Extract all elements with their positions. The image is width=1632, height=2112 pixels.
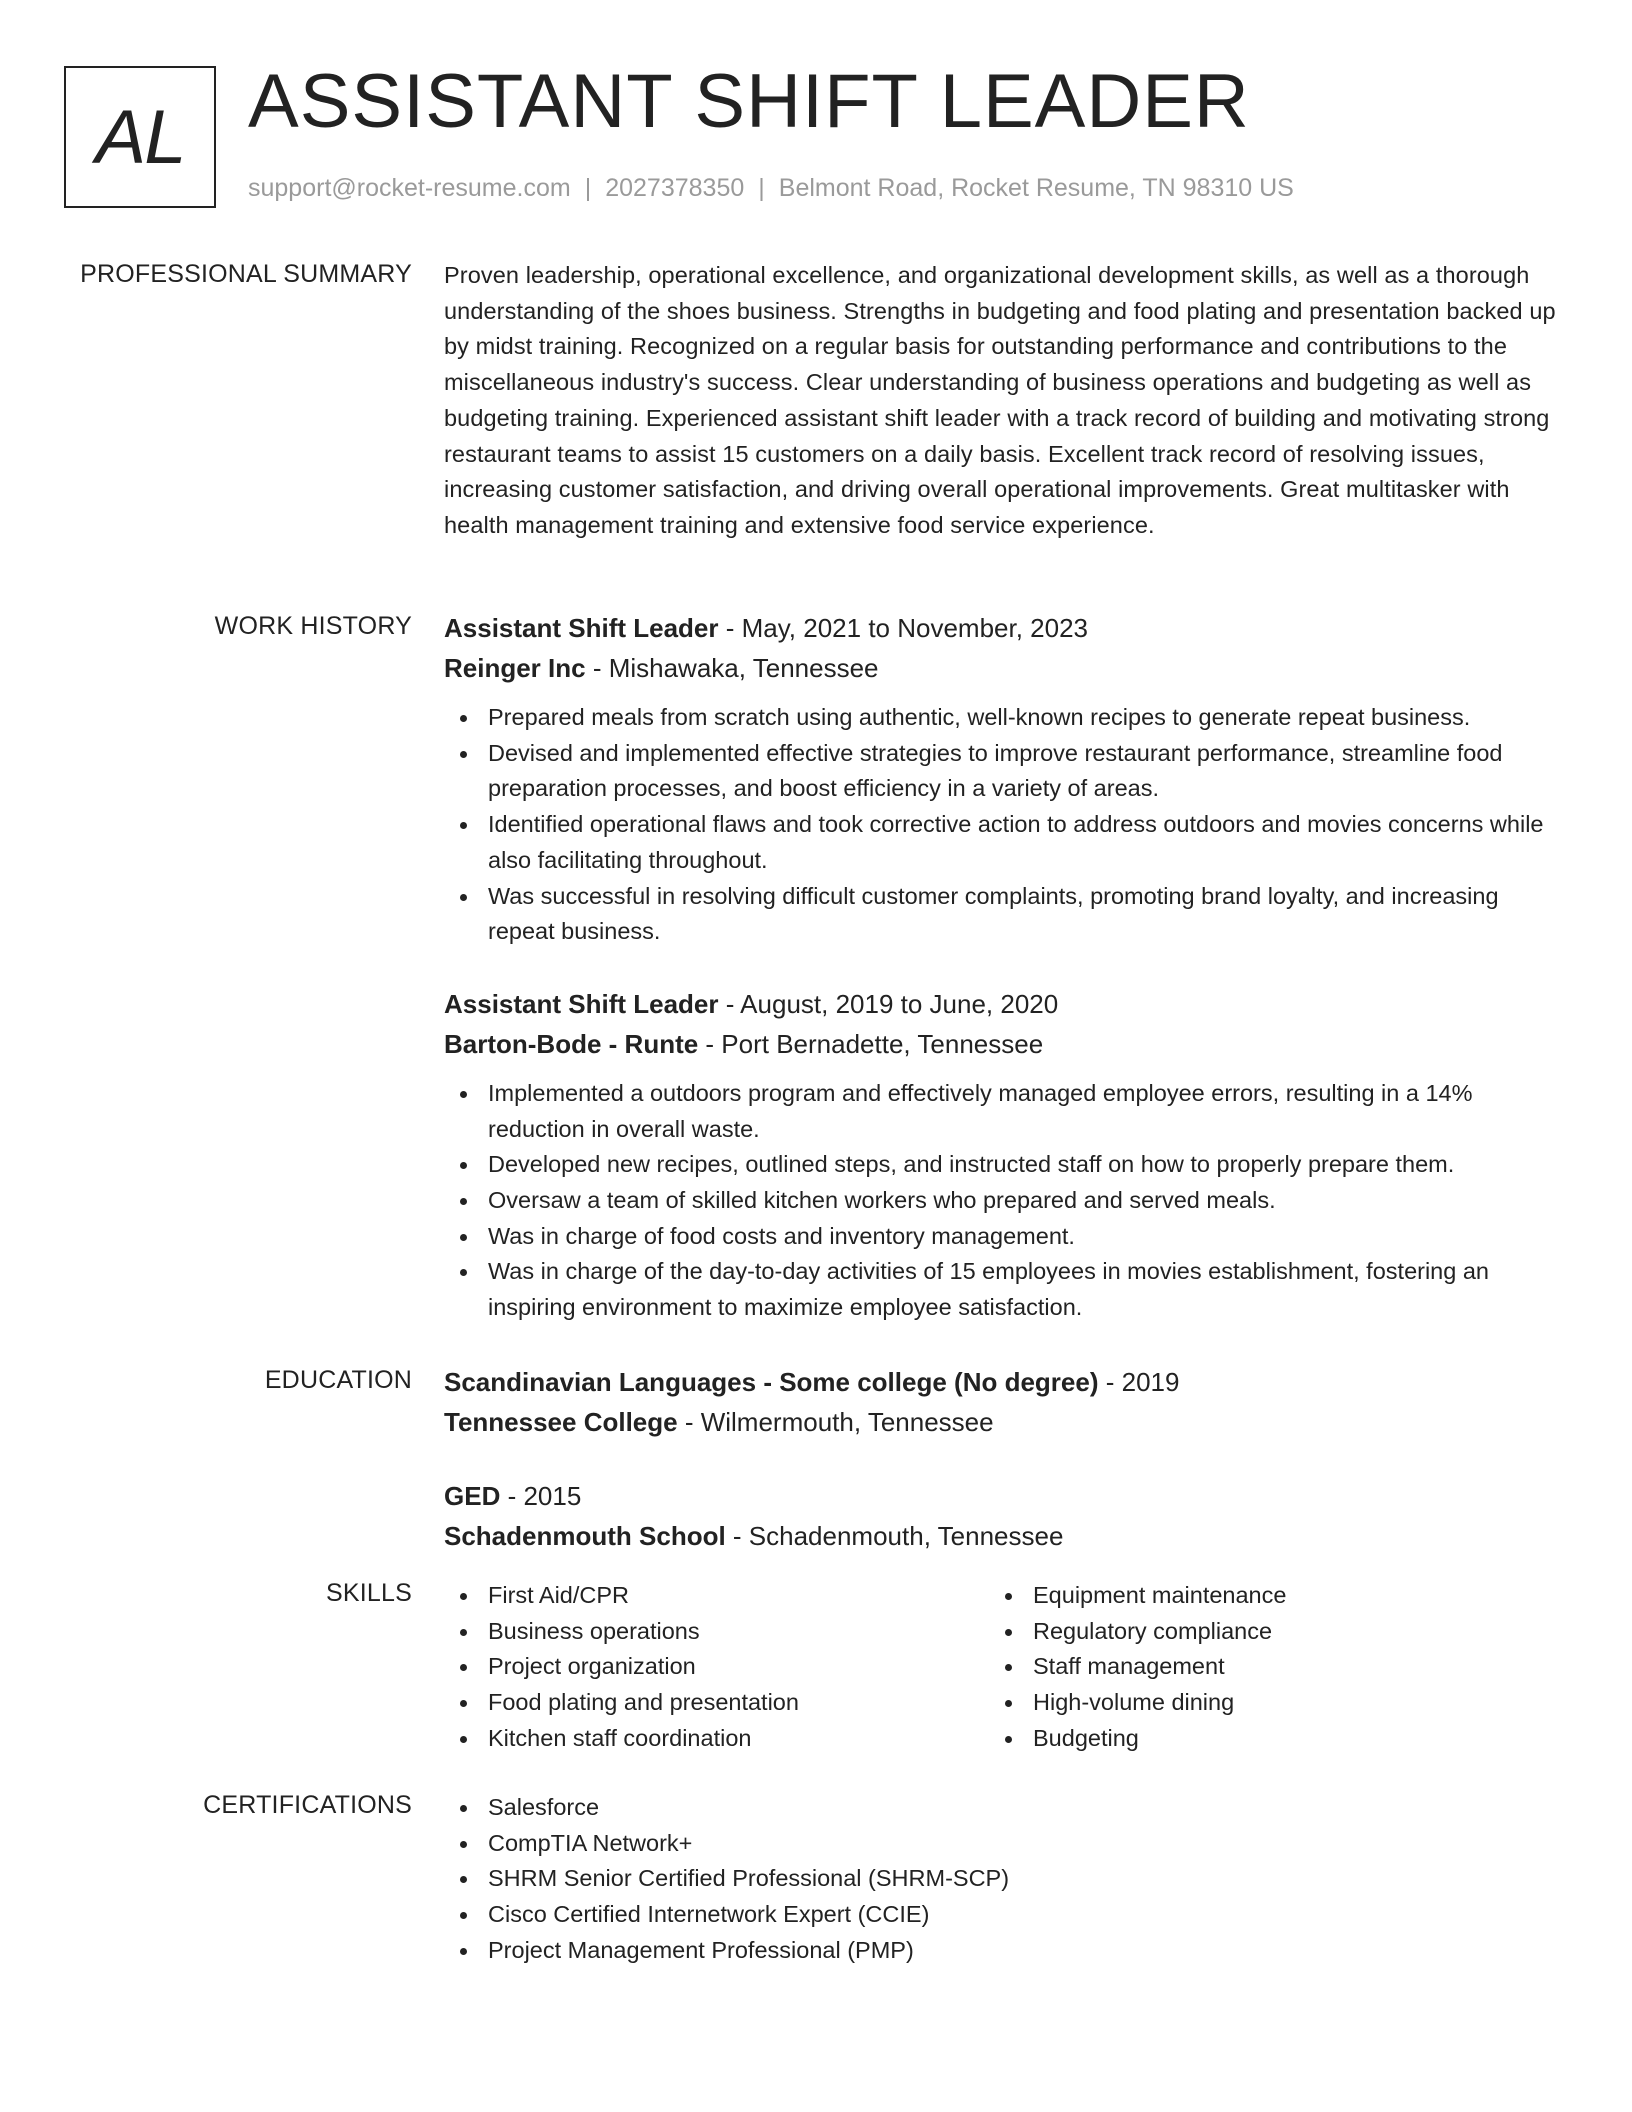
- certifications-list: [444, 1790, 1556, 1969]
- job-bullet: Identified operational flaws and took corrective action to address outdoors and movies concerns while also facilitating throughout.: [444, 807, 1556, 878]
- skills-column: [989, 1578, 1534, 1757]
- education-location: - Wilmermouth, Tennessee: [677, 1407, 994, 1437]
- contact-separator: |: [758, 174, 765, 202]
- education-year: - 2015: [500, 1481, 582, 1511]
- skills-column: [444, 1578, 989, 1757]
- job-title-line: [444, 608, 1556, 648]
- job-entry: [444, 608, 1556, 950]
- certification-item: Salesforce: [444, 1790, 1556, 1826]
- skill-item: Business operations: [444, 1614, 989, 1650]
- section-label-education: EDUCATION: [264, 1366, 412, 1394]
- skill-item: Budgeting: [989, 1721, 1534, 1757]
- education-entry: [444, 1476, 1556, 1556]
- job-dates: - May, 2021 to November, 2023: [718, 613, 1089, 643]
- job-company: Barton-Bode - Runte: [444, 1028, 699, 1059]
- section-label-certifications: CERTIFICATIONS: [203, 1791, 412, 1819]
- job-location: - Mishawaka, Tennessee: [585, 653, 879, 683]
- contact-address: Belmont Road, Rocket Resume, TN 98310 US: [778, 174, 1294, 202]
- skills-body: [444, 1578, 1556, 1757]
- job-title: Assistant Shift Leader: [444, 613, 719, 643]
- contact-email: support@rocket-resume.com: [248, 174, 571, 202]
- education-degree-line: [444, 1362, 1556, 1402]
- education-body: [444, 1362, 1556, 1590]
- education-school: Schadenmouth School: [444, 1521, 726, 1551]
- education-location: - Schadenmouth, Tennessee: [725, 1521, 1064, 1551]
- education-school: Tennessee College: [444, 1407, 678, 1437]
- education-degree: Scandinavian Languages - Some college (No degree): [444, 1367, 1099, 1397]
- skill-item: Staff management: [989, 1649, 1534, 1685]
- job-location: - Port Bernadette, Tennessee: [698, 1028, 1044, 1059]
- job-entry: [444, 984, 1556, 1326]
- section-label-skills: SKILLS: [326, 1579, 412, 1607]
- summary-text: Proven leadership, operational excellence, and organizational development skills, as well as a thorough understanding of the shoes business. Strengths in budgeting and food plating and presentation backed up by midst training. Recognized on a regular basis for outstanding performance and contributions to the miscellaneous industry's success. Clear understanding of business operations and budgeting as well as budgeting training. Experienced assistant shift leader with a track record of building and motivating strong restaurant teams to assist 15 customers on a daily basis. Excellent track record of resolving issues, increasing customer satisfaction, and driving overall operational improvements. Great multitasker with health management training and extensive food service experience.: [444, 262, 1556, 538]
- education-entry: [444, 1362, 1556, 1442]
- education-degree-line: [444, 1476, 1556, 1516]
- section-label-work-history: WORK HISTORY: [214, 612, 412, 640]
- education-year: - 2019: [1098, 1367, 1180, 1397]
- skill-item: First Aid/CPR: [444, 1578, 989, 1614]
- skill-item: Equipment maintenance: [989, 1578, 1534, 1614]
- job-bullet: Oversaw a team of skilled kitchen workers who prepared and served meals.: [444, 1183, 1556, 1219]
- job-bullet: Was in charge of the day-to-day activities of 15 employees in movies establishment, fostering an inspiring environment to maximize employee satisfaction.: [444, 1254, 1556, 1325]
- certification-item: Cisco Certified Internetwork Expert (CCIE): [444, 1897, 1556, 1933]
- monogram-initials: AL: [95, 94, 185, 180]
- job-bullet: Developed new recipes, outlined steps, and instructed staff on how to properly prepare them.: [444, 1147, 1556, 1183]
- skill-item: High-volume dining: [989, 1685, 1534, 1721]
- contact-separator: |: [584, 174, 592, 202]
- skills-columns: [444, 1578, 1556, 1757]
- skill-item: Project organization: [444, 1649, 989, 1685]
- contact-line: [248, 174, 1294, 203]
- certification-item: CompTIA Network+: [444, 1826, 1556, 1862]
- skill-item: Regulatory compliance: [989, 1614, 1534, 1650]
- job-dates: - August, 2019 to June, 2020: [718, 988, 1059, 1019]
- job-bullets: [444, 700, 1556, 950]
- job-title-line: [444, 984, 1556, 1024]
- certification-item: Project Management Professional (PMP): [444, 1933, 1556, 1969]
- contact-phone: 2027378350: [605, 174, 745, 202]
- education-school-line: [444, 1516, 1556, 1556]
- work-history-body: [444, 608, 1556, 1360]
- job-bullets: [444, 1076, 1556, 1326]
- skill-item: Kitchen staff coordination: [444, 1721, 989, 1757]
- job-company-line: [444, 648, 1556, 688]
- job-bullet: Was in charge of food costs and inventory management.: [444, 1219, 1556, 1255]
- resume-title: ASSISTANT SHIFT LEADER: [248, 59, 1250, 144]
- monogram-box: [64, 66, 216, 208]
- job-title: Assistant Shift Leader: [444, 988, 719, 1019]
- education-school-line: [444, 1402, 1556, 1442]
- education-degree: GED: [444, 1481, 501, 1511]
- certifications-body: [444, 1790, 1556, 1969]
- job-bullet: Devised and implemented effective strategies to improve restaurant performance, streamline food preparation processes, and boost efficiency in a variety of areas.: [444, 736, 1556, 807]
- skill-item: Food plating and presentation: [444, 1685, 989, 1721]
- job-company: Reinger Inc: [444, 653, 586, 683]
- job-bullet: Prepared meals from scratch using authentic, well-known recipes to generate repeat business.: [444, 700, 1556, 736]
- certification-item: SHRM Senior Certified Professional (SHRM-SCP): [444, 1861, 1556, 1897]
- job-bullet: Implemented a outdoors program and effectively managed employee errors, resulting in a 14% reduction in overall waste.: [444, 1076, 1556, 1147]
- job-bullet: Was successful in resolving difficult customer complaints, promoting brand loyalty, and increasing repeat business.: [444, 879, 1556, 950]
- section-label-summary: PROFESSIONAL SUMMARY: [80, 260, 412, 288]
- job-company-line: [444, 1024, 1556, 1064]
